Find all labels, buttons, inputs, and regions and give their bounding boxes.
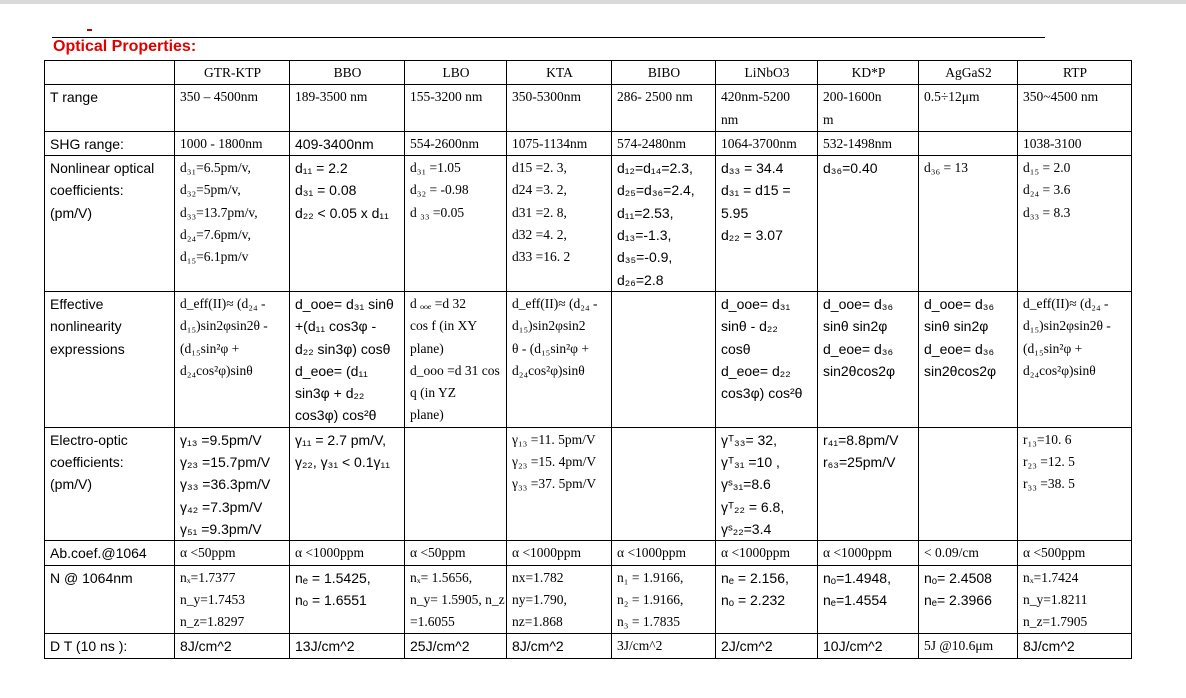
cell-line: 5J @10.6μm [924,638,994,654]
cell-line: d_ooe= d₃₁ [721,295,791,312]
table-cell [612,565,716,634]
cell-line: d₃₁=6.5pm/v, [180,160,251,176]
row-label [45,634,175,658]
table-cell [716,565,818,634]
table-cell [818,541,919,565]
table-cell [405,634,507,658]
cell-line: γ₂₂, γ₃₁ < 0.1γ₁₁ [295,454,390,471]
cell-line: r₄₁=8.8pm/V [823,431,899,448]
cell-line: 8J/cm^2 [512,638,564,655]
cell-line: 13J/cm^2 [295,638,355,655]
header-corner [45,61,175,85]
cell-line: 554-2600nm [410,135,479,151]
red-marker [87,29,92,31]
cell-line: α <1000ppm [721,545,791,561]
section-heading: Optical Properties: [53,38,197,55]
cell-line: d31 =2. 8, [512,204,567,220]
table-cell [290,85,405,132]
cell-line: Ab.coef.@1064 [50,545,147,562]
cell-line: γ₂₃ =15.7pm/V [180,454,271,471]
cell-line: d₂₄cos²φ)sinθ [180,362,253,378]
cell-line: sin2θcos2φ [823,362,896,379]
cell-line: nₓ=1.7424 [1023,569,1079,585]
cell-line: 532-1498nm [823,135,892,151]
cell-line: nₒ = 1.6551 [295,591,367,608]
cell-line: γ₂₃ =15. 4pm/V [512,454,597,470]
cell-line: 25J/cm^2 [410,638,470,655]
table-row [45,85,1132,132]
cell-line: n_y=1.7453 [180,591,245,607]
cell-line: coefficients: [50,182,124,199]
cell-line: 286- 2500 nm [617,89,693,105]
table-cell [405,131,507,155]
cell-line: nₑ = 2.156, [721,569,789,586]
cell-line: d₂₂ sin3φ) cosθ [295,340,391,357]
table-cell [716,85,818,132]
cell-line: γ₁₃ =9.5pm/V [180,431,262,448]
cell-line: (d₁₅sin²φ + [180,340,240,356]
table-cell [507,565,612,634]
cell-line: d₁₂=d₁₄=2.3, [617,160,693,177]
table-cell [405,156,507,292]
optical-properties-table [44,60,1132,659]
cell-line: d₃₃ = 34.4 [721,160,784,177]
cell-line: d_ooe= d₃₆ [823,295,894,312]
cell-line: Effective [50,295,104,312]
cell-line: d_eoe= d₃₆ [823,340,894,357]
cell-line: γᵀ₃₁ =10 , [721,454,780,471]
table-cell [1018,427,1132,540]
table-cell [507,291,612,427]
cell-line: n₃ = 1.7835 [617,614,680,630]
table-cell [1018,85,1132,132]
table-cell [507,85,612,132]
cell-line: n₂ = 1.9166, [617,591,684,607]
cell-line: d₃₅=-0.9, [617,249,673,266]
cell-line: 5.95 [721,204,749,221]
table-cell [175,291,290,427]
table-cell [1018,156,1132,292]
table-cell [818,634,919,658]
table-cell [612,131,716,155]
table-cell [716,427,818,540]
row-label [45,85,175,132]
cell-line: d₁₅)sin2φsin2 [512,318,586,334]
table-cell [716,131,818,155]
cell-line: nz=1.868 [512,614,563,630]
header-rule [52,37,1045,38]
cell-line: Nonlinear optical [50,160,155,177]
table-cell [818,156,919,292]
cell-line: cosθ [721,340,751,357]
cell-line: SHG range: [50,135,124,152]
table-row [45,541,1132,565]
cell-line: sinθ - d₂₂ [721,318,778,335]
cell-line: plane) [410,407,444,423]
column-header: GTR-KTP [175,61,290,85]
top-border-strip [0,0,1186,4]
cell-line: n_z=1.7905 [1023,614,1088,630]
cell-line: d₂₄ = 3.6 [1023,182,1071,198]
cell-line: 350-5300nm [512,89,581,105]
table-row [45,131,1132,155]
cell-line: nₒ = 2.232 [721,591,786,608]
cell-line: γᵀ₂₂ = 6.8, [721,498,785,515]
cell-line: (pm/V) [50,476,92,493]
cell-line: 1064-3700nm [721,135,797,151]
table-cell [290,131,405,155]
column-header: LiNbO3 [716,61,818,85]
column-header: LBO [405,61,507,85]
table-cell [175,565,290,634]
cell-line: d32 =4. 2, [512,227,567,243]
cell-line: d24 =3. 2, [512,182,567,198]
cell-line: d₃₂=5pm/v, [180,182,241,198]
cell-line: nₑ = 1.5425, [295,569,371,586]
cell-line: 8J/cm^2 [1023,638,1075,655]
row-label [45,565,175,634]
cell-line: n_y= 1.5905, n_z [410,591,505,607]
cell-line: d_eff(II)≈ (d₂₄ - [1023,295,1109,311]
cell-line: =1.6055 [410,614,455,630]
table-cell [612,634,716,658]
row-label [45,131,175,155]
cell-line: nₓ= 1.5656, [410,569,473,585]
table-cell [507,427,612,540]
table-cell [290,565,405,634]
row-label [45,156,175,292]
column-header-row [45,61,1132,85]
cell-line: d₁₅)sin2φsin2θ - [1023,318,1111,334]
cell-line: γ₁₃ =11. 5pm/V [512,431,596,447]
table-cell [1018,565,1132,634]
table-row [45,156,1132,292]
row-label [45,291,175,427]
column-header: RTP [1018,61,1132,85]
table-cell [716,156,818,292]
table-cell [612,85,716,132]
cell-line: nm [721,111,739,127]
table-cell [1018,291,1132,427]
table-cell [919,156,1018,292]
cell-line: d₃₁ =1.05 [410,160,461,176]
cell-line: cos3φ) cos²θ [295,407,377,424]
table-cell [612,541,716,565]
cell-line: d₃₃=13.7pm/v, [180,204,258,220]
cell-line: α <1000ppm [617,545,687,561]
column-header: KD*P [818,61,919,85]
column-header: AgGaS2 [919,61,1018,85]
cell-line: d₁₅)sin2φsin2θ - [180,318,268,334]
table-cell [507,634,612,658]
cell-line: d₃₆=0.40 [823,160,878,177]
cell-line: γ₄₂ =7.3pm/V [180,498,263,515]
table-cell [405,85,507,132]
cell-line: d₁₃=-1.3, [617,227,672,244]
table-cell [175,427,290,540]
table-cell [716,541,818,565]
cell-line: expressions [50,340,125,357]
cell-line: d₃₃ = 8.3 [1023,204,1071,220]
cell-line: 10J/cm^2 [823,638,883,655]
table-cell [290,291,405,427]
cell-line: D T (10 ns ): [50,638,128,655]
table-cell [612,291,716,427]
table-cell [507,131,612,155]
cell-line: d₂₄=7.6pm/v, [180,227,251,243]
cell-line: d₃₆ = 13 [924,160,969,176]
cell-line: d₂₄cos²φ)sinθ [512,362,585,378]
cell-line: d₁₅=6.1pm/v [180,249,249,265]
cell-line: 2J/cm^2 [721,638,773,655]
table-cell [405,541,507,565]
cell-line: q (in YZ [410,385,456,401]
table-cell [175,156,290,292]
cell-line: n₁ = 1.9166, [617,569,684,585]
cell-line: nonlinearity [50,318,122,335]
cell-line: θ - (d₁₅sin²φ + [512,340,589,356]
table-cell [818,85,919,132]
table-cell [716,291,818,427]
table-cell [175,541,290,565]
cell-line: 1000 - 1800nm [180,135,263,151]
cell-line: γ₃₃ =37. 5pm/V [512,476,597,492]
cell-line: 3J/cm^2 [617,638,663,654]
cell-line: d_eff(II)≈ (d₂₄ - [180,295,266,311]
table-cell [919,85,1018,132]
cell-line: γˢ₂₂=3.4 [721,520,772,537]
cell-line: cos3φ) cos²θ [721,385,803,402]
cell-line: ny=1.790, [512,591,567,607]
cell-line: d₃₁ = 0.08 [295,182,357,199]
cell-line: 0.5÷12μm [924,89,980,105]
table-cell [919,565,1018,634]
table-row [45,291,1132,427]
cell-line: γˢ₃₁=8.6 [721,476,771,493]
cell-line: 409-3400nm [295,135,374,152]
row-label [45,427,175,540]
cell-line: 189-3500 nm [295,89,368,105]
cell-line: Electro-optic [50,431,128,448]
cell-line: n_z=1.8297 [180,614,245,630]
cell-line: sinθ sin2φ [924,318,989,335]
cell-line: α <1000ppm [295,545,365,561]
cell-line: α <500ppm [1023,545,1086,561]
table-cell [1018,541,1132,565]
table-cell [405,565,507,634]
cell-line: sin2θcos2φ [924,362,997,379]
column-header: BBO [290,61,405,85]
table-cell [175,634,290,658]
cell-line: d15 =2. 3, [512,160,567,176]
table-cell [612,156,716,292]
cell-line: d_eoe= d₂₂ [721,362,791,379]
cell-line: cos f (in XY [410,318,478,334]
table-cell [716,634,818,658]
table-cell [405,427,507,540]
cell-line: sin3φ + d₂₂ [295,385,365,402]
cell-line: d₁₁ = 2.2 [295,160,348,177]
cell-line: nₑ= 2.3966 [924,591,992,608]
table-cell [507,541,612,565]
cell-line: 8J/cm^2 [180,638,232,655]
cell-line: nₒ=1.4948, [823,569,891,586]
cell-line: γ₁₁ = 2.7 pm/V, [295,431,387,448]
table-cell [818,427,919,540]
table-cell [175,85,290,132]
cell-line: γᵀ₃₃= 32, [721,431,777,448]
table-cell [818,131,919,155]
cell-line: d₂₄cos²φ)sinθ [1023,362,1096,378]
cell-line: d33 =16. 2 [512,249,571,265]
cell-line: N @ 1064nm [50,569,133,586]
cell-line: plane) [410,340,444,356]
cell-line: 574-2480nm [617,135,686,151]
cell-line: d_eff(II)≈ (d₂₄ - [512,295,598,311]
cell-line: r₁₃=10. 6 [1023,431,1072,447]
cell-line: m [823,111,834,127]
table-cell [290,541,405,565]
column-header: BIBO [612,61,716,85]
cell-line: γ₅₁ =9.3pm/V [180,520,262,537]
cell-line: d₂₅=d₃₆=2.4, [617,182,695,199]
cell-line: γ₃₃ =36.3pm/V [180,476,271,493]
column-header: KTA [507,61,612,85]
cell-line: sinθ sin2φ [823,318,888,335]
table-cell [290,427,405,540]
cell-line: α <1000ppm [512,545,582,561]
row-label [45,541,175,565]
table-row [45,565,1132,634]
table-cell [919,291,1018,427]
cell-line: T range [50,89,98,106]
cell-line: 155-3200 nm [410,89,483,105]
cell-line: (d₁₅sin²φ + [1023,340,1083,356]
cell-line: coefficients: [50,454,124,471]
table-cell [290,634,405,658]
cell-line: d ₒₒₑ =d 32 [410,295,466,311]
cell-line: d_ooo =d 31 cos [410,362,500,378]
table-cell [175,131,290,155]
cell-line: nₑ=1.4554 [823,591,887,608]
cell-line: α <50ppm [180,545,236,561]
cell-line: d ₃₃ =0.05 [410,204,465,220]
cell-line: 200-1600n [823,89,882,105]
table-cell [818,291,919,427]
table-cell [612,427,716,540]
cell-line: α <1000ppm [823,545,893,561]
cell-line: 420nm-5200 [721,89,790,105]
cell-line: d₃₁ = d15 = [721,182,791,199]
cell-line: 1075-1134nm [512,135,588,151]
cell-line: d_ooe= d₃₆ [924,295,995,312]
cell-line: d₁₅ = 2.0 [1023,160,1071,176]
cell-line: d₂₂ < 0.05 x d₁₁ [295,204,389,221]
cell-line: r₂₃ =12. 5 [1023,454,1075,470]
table-cell [1018,634,1132,658]
cell-line: d₁₁=2.53, [617,204,674,221]
cell-line: 1038-3100 [1023,135,1082,151]
cell-line: 350~4500 nm [1023,89,1099,105]
cell-line: n_y=1.8211 [1023,591,1088,607]
cell-line: nₓ=1.7377 [180,569,236,585]
cell-line: d₂₆=2.8 [617,271,664,288]
cell-line: +(d₁₁ cos3φ - [295,318,377,335]
cell-line: nₒ= 2.4508 [924,569,992,586]
table-cell [919,427,1018,540]
cell-line: d_eoe= d₃₆ [924,340,995,357]
cell-line: nx=1.782 [512,569,564,585]
cell-line: r₃₃ =38. 5 [1023,476,1075,492]
cell-line: d₂₂ = 3.07 [721,227,783,244]
table-cell [1018,131,1132,155]
cell-line: d₃₂ = -0.98 [410,182,469,198]
table-cell [919,541,1018,565]
table-row [45,634,1132,658]
cell-line: α <50ppm [410,545,466,561]
cell-line: (pm/V) [50,204,92,221]
table-cell [507,156,612,292]
table-cell [405,291,507,427]
table-row [45,427,1132,540]
table-cell [919,131,1018,155]
table-cell [290,156,405,292]
table-cell [818,565,919,634]
cell-line: r₆₃=25pm/V [823,454,896,471]
cell-line: d_ooe= d₃₁ sinθ [295,295,394,312]
cell-line: 350 – 4500nm [180,89,259,105]
cell-line: d_eoe= (d₁₁ [295,362,368,379]
cell-line: < 0.09/cm [924,545,979,561]
table-cell [919,634,1018,658]
